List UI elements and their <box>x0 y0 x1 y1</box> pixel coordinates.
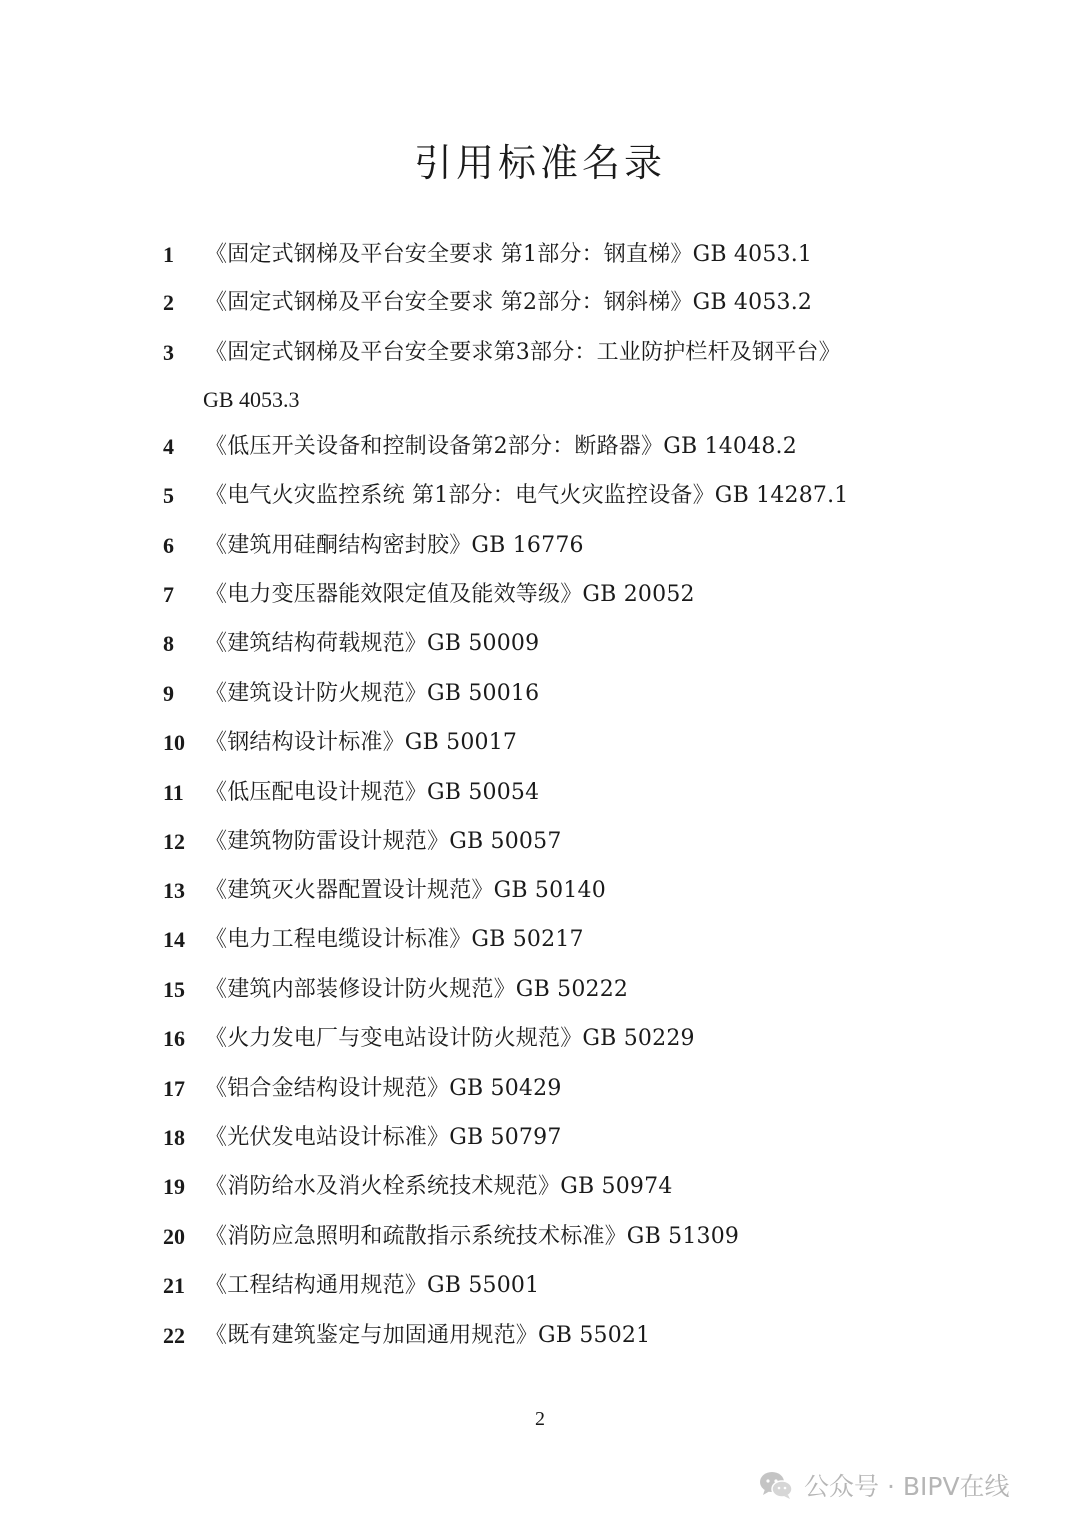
item-number: 4 <box>163 434 174 459</box>
item-text: 《建筑设计防火规范》GB 50016 <box>205 681 540 706</box>
item-number: 5 <box>163 483 174 508</box>
item-number: 19 <box>163 1174 185 1199</box>
item-text: 《铝合金结构设计规范》GB 50429 <box>205 1076 562 1101</box>
watermark <box>758 1462 1010 1508</box>
page-number: 2 <box>535 1408 545 1430</box>
item-number: 22 <box>163 1323 185 1348</box>
item-text: 《建筑内部装修设计防火规范》GB 50222 <box>205 977 629 1002</box>
item-text: 《建筑灭火器配置设计规范》GB 50140 <box>205 878 606 903</box>
item-number: 11 <box>163 780 184 805</box>
item-text: 《固定式钢梯及平台安全要求 第2部分：钢斜梯》GB 4053.2 <box>205 290 813 315</box>
item-text: 《电力工程电缆设计标准》GB 50217 <box>205 927 584 952</box>
item-number: 8 <box>163 631 174 656</box>
item-number: 18 <box>163 1125 185 1150</box>
item-number: 16 <box>163 1026 185 1051</box>
item-number: 20 <box>163 1224 185 1249</box>
item-number: 10 <box>163 730 185 755</box>
watermark-text: 公众号 · BIPV在线 <box>804 1472 1010 1501</box>
item-number: 6 <box>163 533 174 558</box>
item-number: 3 <box>163 340 174 365</box>
item-number: 17 <box>163 1076 185 1101</box>
item-text: 《火力发电厂与变电站设计防火规范》GB 50229 <box>205 1026 695 1051</box>
item-number: 12 <box>163 829 185 854</box>
item-text: 《电力变压器能效限定值及能效等级》GB 20052 <box>205 582 695 607</box>
item-text: 《钢结构设计标准》GB 50017 <box>205 730 518 755</box>
item-number: 15 <box>163 977 185 1002</box>
item-text: 《光伏发电站设计标准》GB 50797 <box>205 1125 562 1150</box>
item-text: 《既有建筑鉴定与加固通用规范》GB 55021 <box>205 1323 651 1348</box>
item-text: 《固定式钢梯及平台安全要求 第1部分：钢直梯》GB 4053.1 <box>205 242 813 267</box>
item-text: 《工程结构通用规范》GB 55001 <box>205 1273 540 1298</box>
item-number: 1 <box>163 242 174 267</box>
item-number: 2 <box>163 290 174 315</box>
item-text: 《消防应急照明和疏散指示系统技术标准》GB 51309 <box>205 1224 740 1249</box>
item-number: 9 <box>163 681 174 706</box>
item-text: 《建筑用硅酮结构密封胶》GB 16776 <box>205 533 584 558</box>
page-title: 引用标准名录 <box>413 141 666 185</box>
item-number: 14 <box>163 927 185 952</box>
item-number: 21 <box>163 1273 185 1298</box>
item-number: 13 <box>163 878 185 903</box>
wechat-icon <box>758 1470 794 1500</box>
item-text: 《电气火灾监控系统 第1部分：电气火灾监控设备》GB 14287.1 <box>205 483 849 508</box>
item-text: 《消防给水及消火栓系统技术规范》GB 50974 <box>205 1174 673 1199</box>
item-text: 《建筑结构荷载规范》GB 50009 <box>205 631 540 656</box>
item-continuation-text: GB 4053.3 <box>203 387 300 412</box>
item-text: 《建筑物防雷设计规范》GB 50057 <box>205 829 562 854</box>
item-text: 《固定式钢梯及平台安全要求第3部分：工业防护栏杆及钢平台》 <box>205 340 841 365</box>
item-text: 《低压配电设计规范》GB 50054 <box>205 780 540 805</box>
item-number: 7 <box>163 582 174 607</box>
item-text: 《低压开关设备和控制设备第2部分：断路器》GB 14048.2 <box>205 434 797 459</box>
